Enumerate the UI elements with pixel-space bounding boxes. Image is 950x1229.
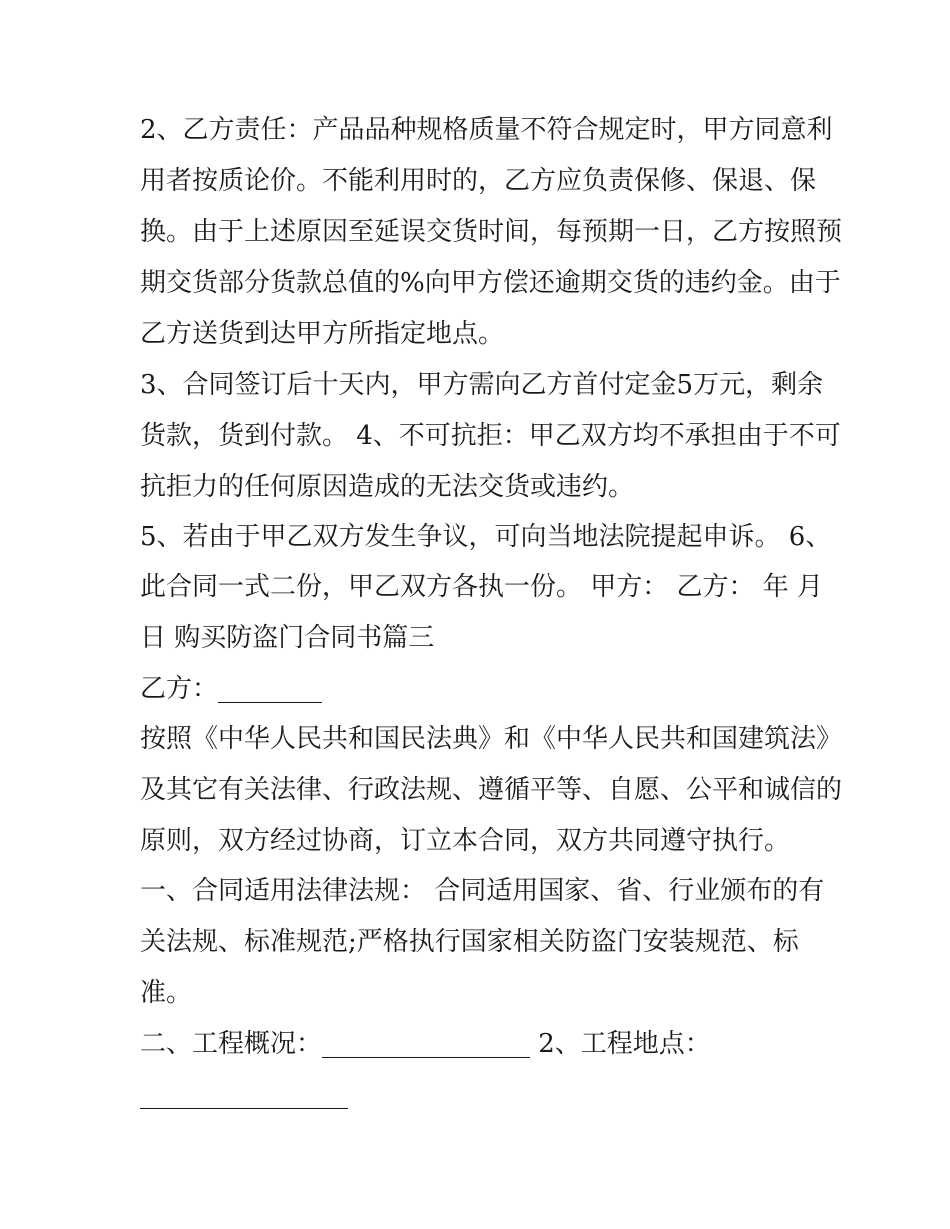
text-line: 关法规、标准规范;严格执行国家相关防盗门安装规范、标 [140, 927, 799, 957]
text-line: 二、工程概况：________________ 2、工程地点： [140, 1029, 711, 1059]
text-line: 货款，货到付款。 4、不可抗拒：甲乙双方均不承担由于不可 [140, 421, 841, 451]
text-line: 一、合同适用法律法规： 合同适用国家、省、行业颁布的有 [140, 876, 825, 906]
text-line: 原则，双方经过协商，订立本合同，双方共同遵守执行。 [140, 826, 791, 856]
text-line: 5、若由于甲乙双方发生争议，可向当地法院提起申诉。 6、 [140, 522, 832, 552]
text-line: 准。 [140, 978, 193, 1008]
text-line: 2、乙方责任：产品品种规格质量不符合规定时，甲方同意利 [140, 115, 833, 145]
text-line: ________________ [140, 1080, 348, 1110]
text-line: 换。由于上述原因至延误交货时间，每预期一日，乙方按照预 [140, 217, 843, 247]
text-line: 乙方：________ [140, 674, 323, 704]
text-line: 此合同一式二份，甲乙双方各执一份。 甲方： 乙方： 年 月 [140, 572, 824, 602]
text-line: 按照《中华人民共和国民法典》和《中华人民共和国建筑法》 [140, 724, 843, 754]
text-line: 及其它有关法律、行政法规、遵循平等、自愿、公平和诚信的 [140, 775, 843, 805]
text-line: 用者按质论价。不能利用时的，乙方应负责保修、保退、保 [140, 166, 817, 196]
text-line: 乙方送货到达甲方所指定地点。 [140, 319, 505, 349]
text-line: 3、合同签订后十天内，甲方需向乙方首付定金5万元，剩余 [140, 370, 824, 400]
text-line: 抗拒力的任何原因造成的无法交货或违约。 [140, 472, 635, 502]
text-line: 日 购买防盗门合同书篇三 [140, 623, 435, 653]
text-line: 期交货部分货款总值的%向甲方偿还逾期交货的违约金。由于 [140, 268, 841, 298]
